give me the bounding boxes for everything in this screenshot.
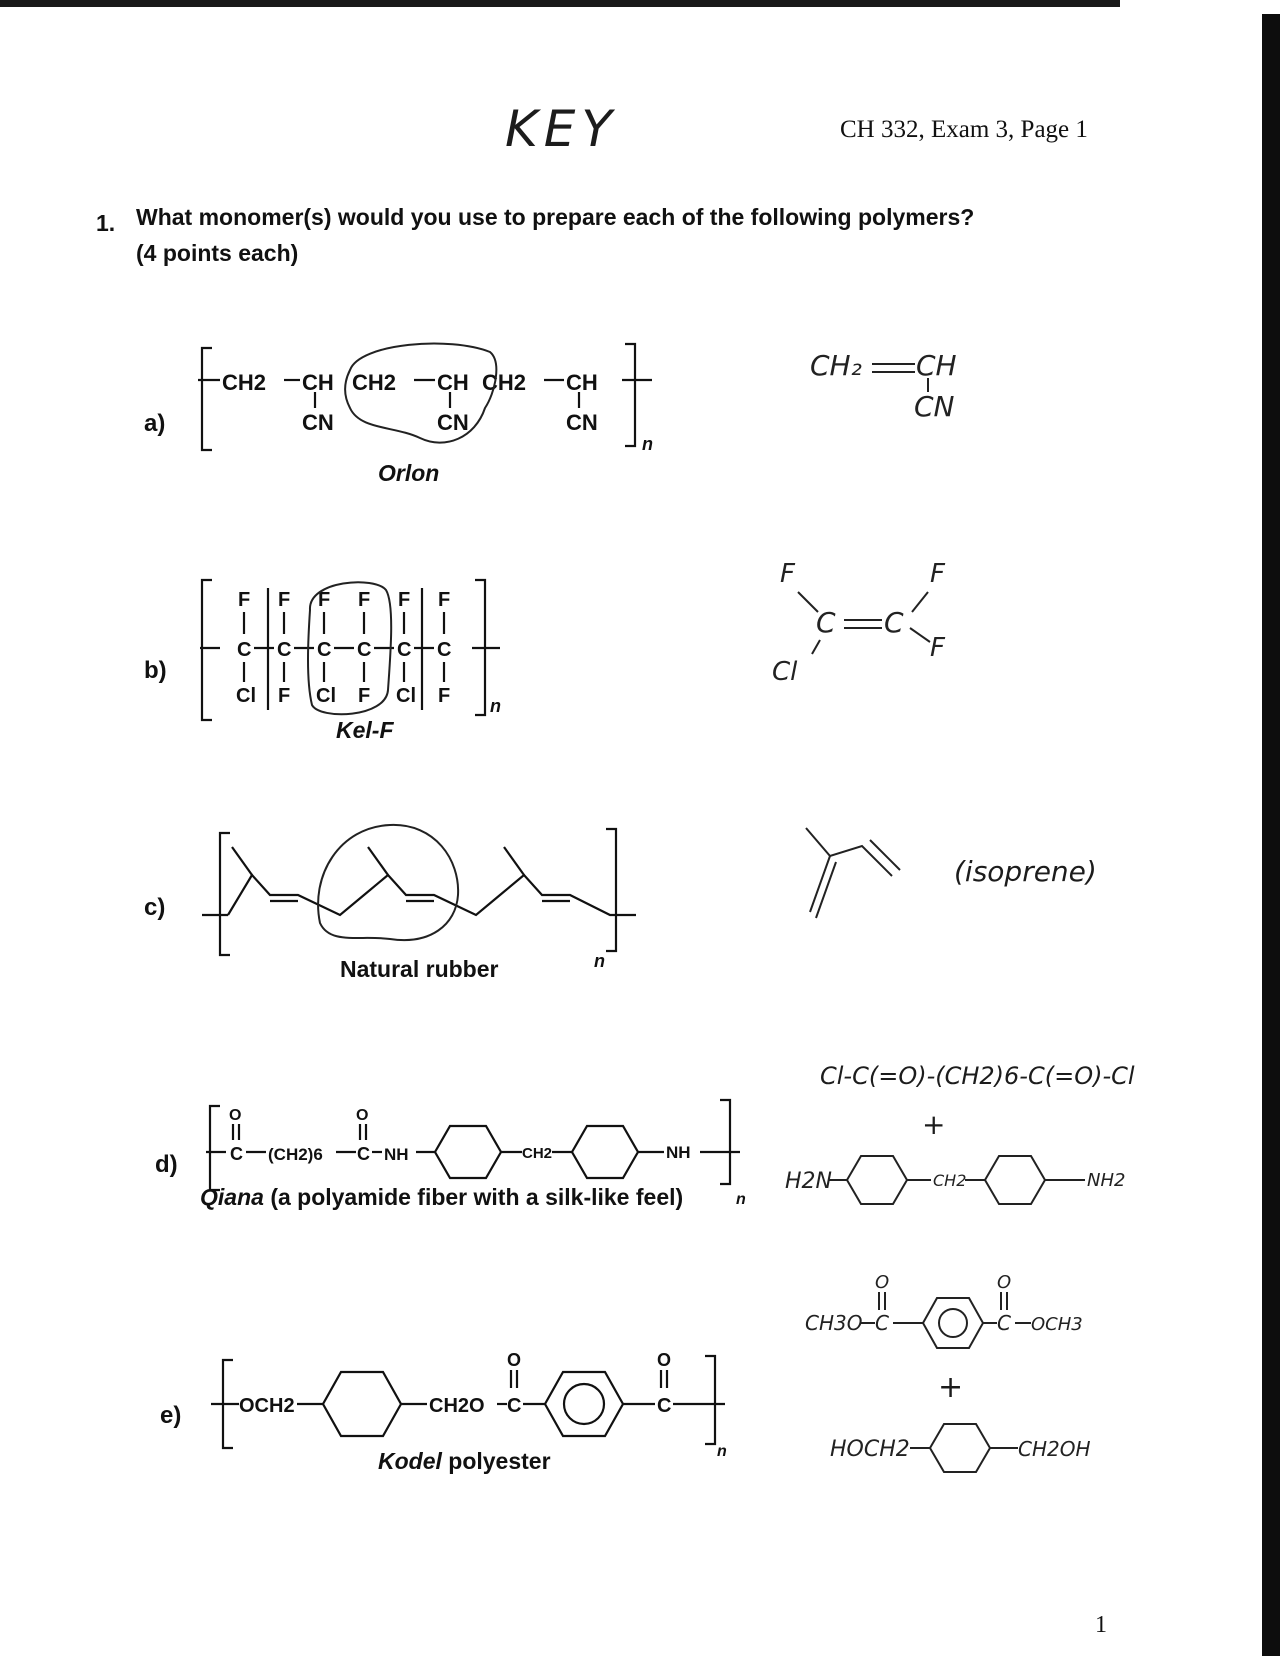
svg-text:Cl: Cl [772, 657, 798, 687]
subscript-n: n [717, 1443, 727, 1460]
svg-text:C: C [884, 606, 904, 639]
subscript-n: n [594, 951, 605, 971]
answer-plus-e: + [938, 1370, 964, 1405]
question-points: (4 points each) [136, 240, 299, 266]
kodel-structure [205, 1340, 745, 1460]
polymer-description: (a polyamide fiber with a silk-like feel) [270, 1184, 684, 1210]
svg-text:C: C [657, 1395, 672, 1417]
ch2-label: CH2 [222, 370, 267, 395]
answer-acrylonitrile [810, 340, 990, 423]
svg-text:Cl: Cl [396, 685, 416, 707]
svg-text:C: C [230, 1144, 243, 1164]
svg-text:F: F [318, 589, 331, 611]
svg-text:C: C [237, 639, 252, 661]
svg-text:NH2: NH2 [1087, 1170, 1126, 1191]
svg-text:C: C [357, 1144, 370, 1164]
svg-text:OCH3: OCH3 [1031, 1314, 1083, 1335]
page-number: 1 [1095, 1612, 1107, 1638]
svg-text:F: F [930, 633, 945, 663]
svg-text:O: O [875, 1272, 890, 1293]
svg-text:Cl: Cl [316, 685, 336, 707]
kel-f-structure [190, 570, 520, 730]
polymer-description: polyester [448, 1448, 551, 1474]
polymer-desc-kodel [378, 1448, 551, 1475]
svg-text:NH: NH [666, 1143, 691, 1162]
svg-text:CH: CH [916, 349, 957, 382]
item-label-a: a) [144, 410, 166, 437]
svg-text:NH: NH [384, 1145, 409, 1164]
svg-text:F: F [278, 589, 291, 611]
ch2-label: CH2 [482, 370, 527, 395]
svg-text:Cl: Cl [236, 685, 256, 707]
polymer-desc-qiana [200, 1184, 683, 1211]
svg-text:CH2: CH2 [522, 1145, 553, 1162]
svg-text:CN: CN [914, 390, 955, 423]
svg-text:C: C [507, 1395, 522, 1417]
svg-text:HOCH2: HOCH2 [830, 1437, 910, 1462]
svg-text:F: F [780, 559, 795, 589]
polymer-name-kodel: Kodel [378, 1448, 442, 1474]
answer-dimethyl-terephthalate [805, 1270, 1165, 1350]
item-label-d: d) [155, 1151, 178, 1178]
subscript-n: n [642, 434, 653, 454]
scan-edge-top [0, 0, 1120, 7]
item-label-c: c) [144, 894, 166, 921]
svg-text:O: O [229, 1107, 242, 1124]
svg-text:CH3O: CH3O [805, 1311, 863, 1335]
svg-text:F: F [438, 685, 451, 707]
scan-edge-right [1262, 14, 1280, 1656]
answer-plus-d: + [922, 1108, 946, 1141]
svg-text:F: F [358, 685, 371, 707]
svg-text:O: O [657, 1350, 672, 1370]
course-page-header: CH 332, Exam 3, Page 1 [840, 116, 1088, 143]
svg-text:C: C [437, 639, 452, 661]
svg-text:C: C [397, 639, 412, 661]
answer-diamine-structure [785, 1140, 1185, 1210]
svg-text:F: F [930, 559, 945, 589]
ch-label: CH [566, 370, 598, 395]
polymer-name-natural-rubber: Natural rubber [340, 956, 499, 982]
polymer-name-qiana: Qiana [200, 1184, 264, 1210]
svg-text:C: C [816, 606, 836, 639]
subscript-n: n [490, 696, 501, 716]
svg-text:C: C [997, 1311, 1011, 1335]
svg-text:O: O [356, 1107, 369, 1124]
svg-text:O: O [507, 1350, 522, 1370]
question-number: 1. [96, 210, 116, 236]
svg-text:F: F [398, 589, 411, 611]
polymer-name-kel-f: Kel-F [336, 717, 394, 743]
item-label-e: e) [160, 1402, 182, 1429]
ch-label: CH [437, 370, 469, 395]
item-label-b: b) [144, 657, 167, 684]
ch2-label: CH2 [352, 370, 397, 395]
ch-label: CH [302, 370, 334, 395]
cn-label: CN [302, 410, 334, 435]
answer-isoprene-label: (isoprene) [954, 855, 1097, 888]
svg-text:C: C [317, 639, 332, 661]
svg-text:CH2OH: CH2OH [1018, 1437, 1091, 1461]
key-label: KEY [505, 100, 618, 158]
svg-text:(CH2)6: (CH2)6 [268, 1145, 323, 1164]
svg-text:C: C [875, 1311, 889, 1335]
svg-text:O: O [997, 1272, 1012, 1293]
svg-text:F: F [438, 589, 451, 611]
cn-label: CN [566, 410, 598, 435]
svg-text:OCH2: OCH2 [239, 1395, 295, 1417]
answer-sebacoyl-chloride: Cl-C(=O)-(CH2)6-C(=O)-Cl [820, 1062, 1135, 1090]
cn-label: CN [437, 410, 469, 435]
svg-text:F: F [358, 589, 371, 611]
orlon-structure [190, 338, 670, 458]
svg-text:CH₂: CH₂ [810, 349, 862, 382]
answer-chlorotrifluoroethylene [772, 559, 1000, 700]
answer-cyclohexanedimethanol [830, 1410, 1150, 1480]
svg-text:CH2O: CH2O [429, 1395, 485, 1417]
svg-text:CH2: CH2 [933, 1171, 967, 1190]
svg-text:H2N: H2N [785, 1169, 832, 1194]
svg-text:C: C [357, 639, 372, 661]
svg-text:F: F [238, 589, 251, 611]
svg-text:C: C [277, 639, 292, 661]
answer-isoprene-structure [800, 820, 930, 930]
question-text: What monomer(s) would you use to prepare each of the following polymers? [136, 204, 975, 230]
polymer-name-orlon: Orlon [378, 460, 440, 486]
subscript-n: n [736, 1191, 746, 1208]
svg-text:F: F [278, 685, 291, 707]
